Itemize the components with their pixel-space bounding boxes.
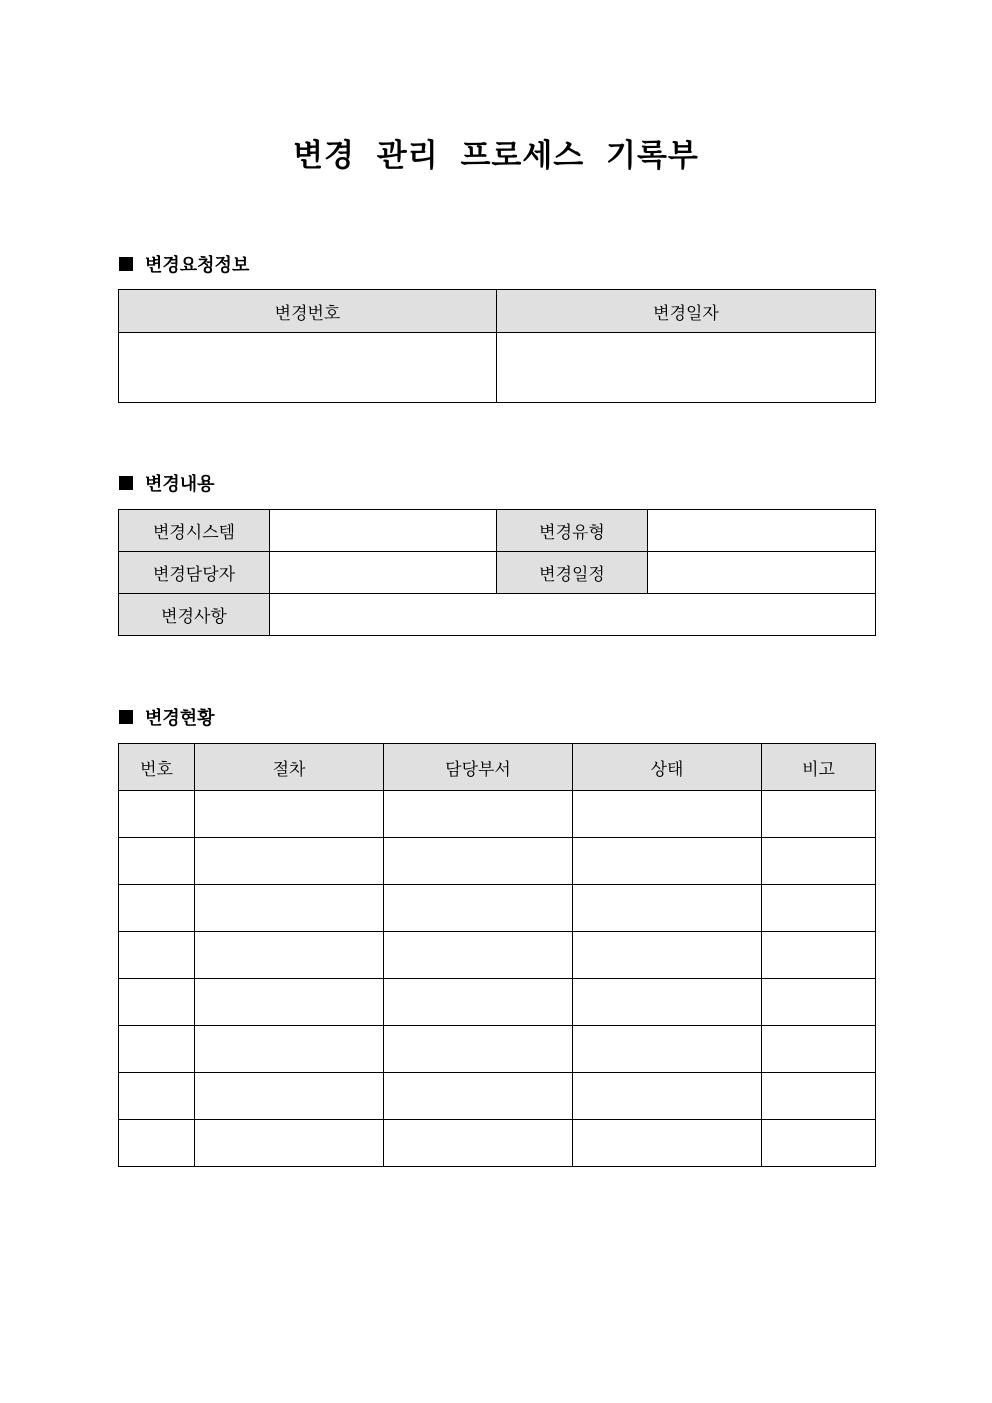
- table-row: [119, 1026, 876, 1073]
- cell-number[interactable]: [119, 979, 195, 1026]
- change-system-field[interactable]: [270, 510, 497, 552]
- table-row: [119, 885, 876, 932]
- change-number-field[interactable]: [119, 333, 497, 403]
- change-manager-field[interactable]: [270, 552, 497, 594]
- column-header-number: 번호: [119, 744, 195, 791]
- table-row: [119, 838, 876, 885]
- cell-procedure[interactable]: [195, 932, 384, 979]
- cell-remarks[interactable]: [762, 791, 876, 838]
- cell-number[interactable]: [119, 932, 195, 979]
- table-row: [119, 1073, 876, 1120]
- cell-status[interactable]: [573, 885, 762, 932]
- table-row: [119, 932, 876, 979]
- cell-department[interactable]: [384, 1026, 573, 1073]
- cell-number[interactable]: [119, 1026, 195, 1073]
- cell-status[interactable]: [573, 1026, 762, 1073]
- section-title: 변경내용: [145, 474, 215, 495]
- label-change-system: 변경시스템: [119, 510, 270, 552]
- table-row: [119, 1120, 876, 1167]
- table-row: [119, 791, 876, 838]
- cell-status[interactable]: [573, 932, 762, 979]
- cell-department[interactable]: [384, 885, 573, 932]
- header-change-date: 변경일자: [497, 290, 876, 333]
- change-details-field[interactable]: [270, 594, 876, 636]
- cell-number[interactable]: [119, 1073, 195, 1120]
- label-change-type: 변경유형: [497, 510, 648, 552]
- cell-procedure[interactable]: [195, 885, 384, 932]
- document-title: 변경 관리 프로세스 기록부: [293, 138, 699, 174]
- change-content-table: [118, 509, 876, 636]
- cell-number[interactable]: [119, 885, 195, 932]
- column-header-procedure: 절차: [195, 744, 384, 791]
- cell-number[interactable]: [119, 838, 195, 885]
- cell-status[interactable]: [573, 791, 762, 838]
- cell-number[interactable]: [119, 1120, 195, 1167]
- change-status-table: [118, 743, 876, 1167]
- cell-procedure[interactable]: [195, 1073, 384, 1120]
- change-schedule-field[interactable]: [648, 552, 876, 594]
- change-type-field[interactable]: [648, 510, 876, 552]
- cell-department[interactable]: [384, 791, 573, 838]
- square-bullet-icon: [119, 710, 133, 724]
- label-change-details: 변경사항: [119, 594, 270, 636]
- section-heading-change-status: [119, 705, 215, 729]
- cell-remarks[interactable]: [762, 979, 876, 1026]
- request-info-table: [118, 289, 876, 403]
- cell-procedure[interactable]: [195, 791, 384, 838]
- table-row: [119, 979, 876, 1026]
- section-title: 변경요청정보: [145, 255, 250, 276]
- cell-remarks[interactable]: [762, 1120, 876, 1167]
- cell-status[interactable]: [573, 838, 762, 885]
- cell-status[interactable]: [573, 1120, 762, 1167]
- label-change-schedule: 변경일정: [497, 552, 648, 594]
- square-bullet-icon: [119, 476, 133, 490]
- column-header-remarks: 비고: [762, 744, 876, 791]
- cell-procedure[interactable]: [195, 838, 384, 885]
- cell-department[interactable]: [384, 1073, 573, 1120]
- section-heading-request-info: [119, 252, 249, 276]
- cell-procedure[interactable]: [195, 1120, 384, 1167]
- cell-status[interactable]: [573, 979, 762, 1026]
- change-date-field[interactable]: [497, 333, 876, 403]
- cell-remarks[interactable]: [762, 885, 876, 932]
- column-header-department: 담당부서: [384, 744, 573, 791]
- square-bullet-icon: [119, 257, 133, 271]
- cell-remarks[interactable]: [762, 1026, 876, 1073]
- section-heading-change-content: [119, 471, 215, 495]
- cell-procedure[interactable]: [195, 1026, 384, 1073]
- cell-remarks[interactable]: [762, 1073, 876, 1120]
- cell-department[interactable]: [384, 1120, 573, 1167]
- cell-department[interactable]: [384, 838, 573, 885]
- column-header-status: 상태: [573, 744, 762, 791]
- cell-department[interactable]: [384, 932, 573, 979]
- cell-remarks[interactable]: [762, 838, 876, 885]
- header-change-number: 변경번호: [119, 290, 497, 333]
- cell-procedure[interactable]: [195, 979, 384, 1026]
- label-change-manager: 변경담당자: [119, 552, 270, 594]
- section-title: 변경현황: [145, 708, 215, 729]
- cell-remarks[interactable]: [762, 932, 876, 979]
- cell-department[interactable]: [384, 979, 573, 1026]
- cell-number[interactable]: [119, 791, 195, 838]
- cell-status[interactable]: [573, 1073, 762, 1120]
